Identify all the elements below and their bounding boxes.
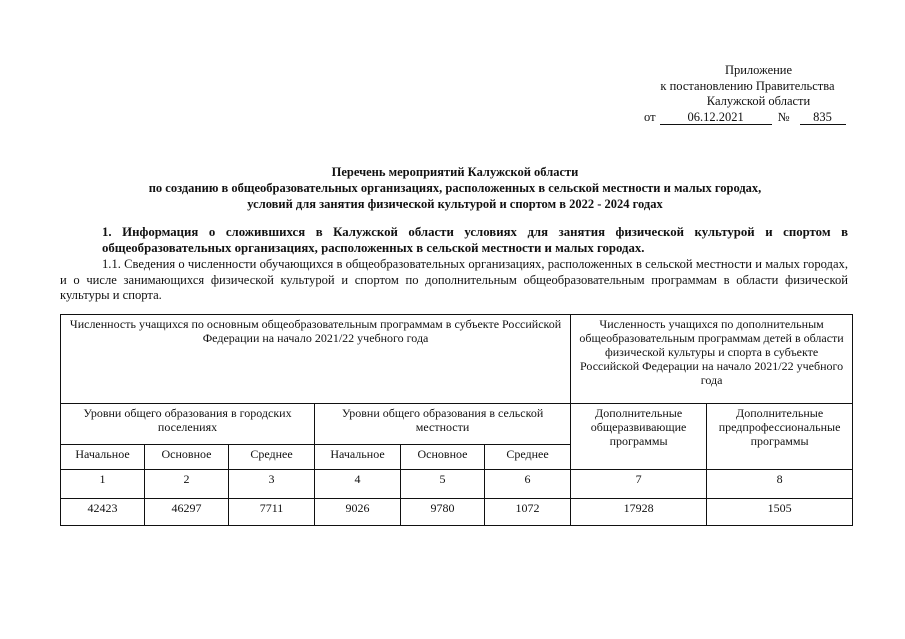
title-line-1: Перечень мероприятий Калужской области bbox=[331, 165, 579, 179]
column-number: 1 bbox=[61, 470, 145, 499]
column-number: 8 bbox=[707, 470, 853, 499]
header-urban-levels: Уровни общего образования в городских поселениях bbox=[61, 404, 315, 445]
number-label: № bbox=[777, 109, 790, 124]
appendix-decree: к постановлению Правительства bbox=[660, 78, 835, 93]
value-urban-secondary: 7711 bbox=[229, 499, 315, 526]
value-preprof: 1505 bbox=[707, 499, 853, 526]
header-rural-primary: Начальное bbox=[315, 445, 401, 470]
header-additional-programs: Численность учащихся по дополнительным общеобразовательным программам детей в области физической культуры и спорта в субъекте Российской Федерации на начало 2021/22 учебного года bbox=[571, 315, 853, 404]
title-line-3: условий для занятия физической культурой и спортом в 2022 - 2024 годах bbox=[247, 197, 663, 211]
header-rural-levels: Уровни общего образования в сельской местности bbox=[315, 404, 571, 445]
value-rural-secondary: 1072 bbox=[485, 499, 571, 526]
appendix-title: Приложение bbox=[724, 63, 793, 77]
column-number: 4 bbox=[315, 470, 401, 499]
header-urban-basic: Основное bbox=[145, 445, 229, 470]
table-row bbox=[61, 499, 853, 526]
value-urban-basic: 46297 bbox=[145, 499, 229, 526]
column-number: 2 bbox=[145, 470, 229, 499]
value-rural-primary: 9026 bbox=[315, 499, 401, 526]
subsection-1-1: 1.1. Сведения о численности обучающихся в общеобразовательных организациях, расположенных в сельской местности и малых городах, и о числе занимающихся физической культурой и спортом по дополнительным общеобразовательным программам в области физической культуры и спорта. bbox=[60, 257, 848, 302]
decree-date-row bbox=[644, 110, 855, 126]
header-main-programs: Численность учащихся по основным общеобразовательным программам в субъекте Российской Федерации на начало 2021/22 учебного года bbox=[61, 315, 571, 404]
header-urban-secondary: Среднее bbox=[229, 445, 315, 470]
value-urban-primary: 42423 bbox=[61, 499, 145, 526]
document-title bbox=[60, 164, 850, 212]
column-number: 3 bbox=[229, 470, 315, 499]
header-general-dev-programs: Дополнительные общеразвивающие программы bbox=[571, 404, 707, 470]
statistics-table bbox=[60, 314, 853, 526]
header-urban-primary: Начальное bbox=[61, 445, 145, 470]
column-number: 6 bbox=[485, 470, 571, 499]
value-rural-basic: 9780 bbox=[401, 499, 485, 526]
column-number: 7 bbox=[571, 470, 707, 499]
value-general-dev: 17928 bbox=[571, 499, 707, 526]
column-number: 5 bbox=[401, 470, 485, 499]
appendix-block bbox=[640, 63, 855, 125]
header-preprof-programs: Дополнительные предпрофессиональные программы bbox=[707, 404, 853, 470]
section-1-heading bbox=[60, 224, 848, 256]
header-rural-basic: Основное bbox=[401, 445, 485, 470]
header-rural-secondary: Среднее bbox=[485, 445, 571, 470]
section-1-heading-text: 1. Информация о сложившихся в Калужской области условиях для занятия физической культурой и спортом в общеобразовательных организациях, расположенных в сельской местности и малых городах. bbox=[102, 225, 848, 255]
from-label: от bbox=[644, 109, 656, 124]
title-line-2: по созданию в общеобразовательных организациях, расположенных в сельской местности и малых городах, bbox=[148, 181, 762, 195]
decree-number: 835 bbox=[800, 110, 846, 125]
appendix-region: Калужской области bbox=[706, 94, 811, 108]
decree-date: 06.12.2021 bbox=[660, 110, 772, 125]
